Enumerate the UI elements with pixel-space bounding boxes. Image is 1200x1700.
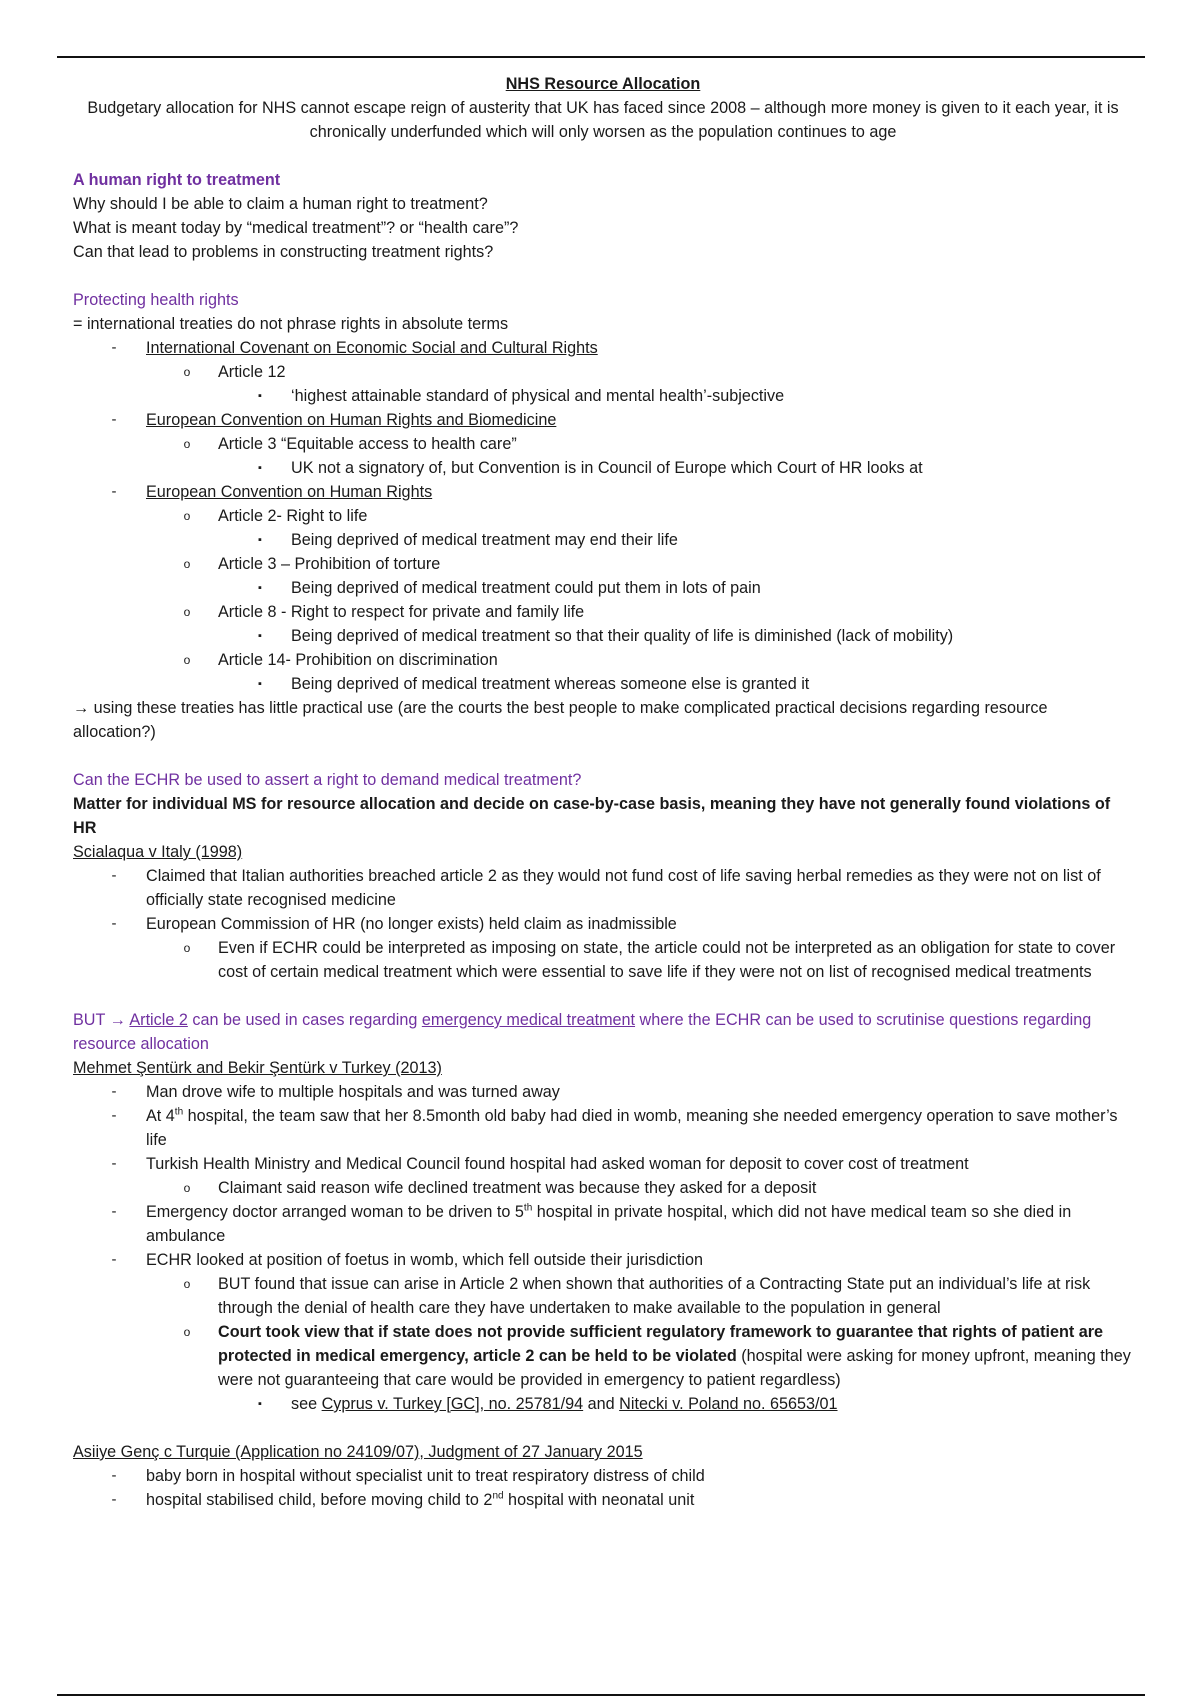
document-page bbox=[73, 72, 1133, 1512]
list-item: o Article 2- Right to life bbox=[183, 507, 368, 525]
list-item: o Article 3 – Prohibition of torture bbox=[183, 555, 441, 573]
list-item: o Even if ECHR could be interpreted as imposing on state, the article could not be interpreted as an obligation for state to cover cost of certain medical treatment which were essential to save life if they were not on list of recognised medical treatments bbox=[183, 939, 1116, 981]
list-item: - Claimed that Italian authorities breached article 2 as they would not fund cost of life saving herbal remedies as they were not on list of officially state recognised medicine bbox=[111, 867, 1101, 909]
list-item: ▪ see Cyprus v. Turkey [GC], no. 25781/94 and Nitecki v. Poland no. 65653/01 bbox=[258, 1395, 838, 1413]
case-title: Mehmet Şentürk and Bekir Şentürk v Turkey (2013) bbox=[73, 1059, 442, 1077]
list-item: o Article 12 bbox=[183, 363, 286, 381]
top-rule bbox=[57, 56, 1145, 58]
case-title: Asiiye Genç c Turquie (Application no 24109/07), Judgment of 27 January 2015 bbox=[73, 1443, 643, 1461]
list-item: - Emergency doctor arranged woman to be driven to 5th hospital in private hospital, which did not have medical team so she died in ambulance bbox=[111, 1202, 1072, 1245]
paragraph: = international treaties do not phrase rights in absolute terms bbox=[73, 315, 509, 333]
page-title bbox=[73, 72, 1133, 96]
list-item: o BUT found that issue can arise in Article 2 when shown that authorities of a Contracting State put an individual’s life at risk through the denial of health care they have undertaken to make available to the population in general bbox=[183, 1275, 1091, 1317]
list-item: - Man drove wife to multiple hospitals and was turned away bbox=[111, 1083, 560, 1101]
list-item: o Article 8 - Right to respect for private and family life bbox=[183, 603, 585, 621]
question-line: Why should I be able to claim a human right to treatment? bbox=[73, 195, 488, 213]
list-item: ▪ Being deprived of medical treatment whereas someone else is granted it bbox=[258, 675, 810, 693]
list-item: - European Convention on Human Rights bbox=[111, 483, 433, 501]
intro-paragraph: Budgetary allocation for NHS cannot escape reign of austerity that UK has faced since 2008 – although more money is given to it each year, it is chronically underfunded which will only worsen as the population continues to age bbox=[87, 99, 1119, 141]
list-item: ▪ UK not a signatory of, but Convention is in Council of Europe which Court of HR looks at bbox=[258, 459, 923, 477]
list-item: ▪ ‘highest attainable standard of physical and mental health’-subjective bbox=[258, 387, 785, 405]
list-item: - International Covenant on Economic Social and Cultural Rights bbox=[111, 339, 598, 357]
list-item: ▪ Being deprived of medical treatment so that their quality of life is diminished (lack of mobility) bbox=[258, 627, 954, 645]
list-item: ▪ Being deprived of medical treatment may end their life bbox=[258, 531, 678, 549]
page-title-text: NHS Resource Allocation bbox=[505, 75, 701, 93]
case-title: Scialaqua v Italy (1998) bbox=[73, 843, 243, 861]
list-item: o Claimant said reason wife declined treatment was because they asked for a deposit bbox=[183, 1179, 817, 1197]
list-item: o Article 14- Prohibition on discrimination bbox=[183, 651, 498, 669]
bottom-rule bbox=[57, 1694, 1145, 1696]
conclusion-paragraph: → using these treaties has little practical use (are the courts the best people to make complicated practical decisions regarding resource allocation?) bbox=[73, 699, 1048, 741]
list-item: - European Convention on Human Rights and Biomedicine bbox=[111, 411, 557, 429]
section-heading-echr-demand: Can the ECHR be used to assert a right to demand medical treatment? bbox=[73, 771, 582, 789]
list-item: - ECHR looked at position of foetus in womb, which fell outside their jurisdiction bbox=[111, 1251, 703, 1269]
section-heading-human-right: A human right to treatment bbox=[73, 171, 281, 189]
list-item: - European Commission of HR (no longer exists) held claim as inadmissible bbox=[111, 915, 677, 933]
list-item: - Turkish Health Ministry and Medical Council found hospital had asked woman for deposit to cover cost of treatment bbox=[111, 1155, 969, 1173]
list-item: o Article 3 “Equitable access to health care” bbox=[183, 435, 517, 453]
list-item: ▪ Being deprived of medical treatment could put them in lots of pain bbox=[258, 579, 761, 597]
question-line: Can that lead to problems in constructing treatment rights? bbox=[73, 243, 494, 261]
list-item: - hospital stabilised child, before moving child to 2nd hospital with neonatal unit bbox=[111, 1490, 695, 1509]
list-item: - At 4th hospital, the team saw that her 8.5month old baby had died in womb, meaning she needed emergency operation to save mother’s life bbox=[111, 1106, 1118, 1149]
bold-statement: Matter for individual MS for resource allocation and decide on case-by-case basis, meaning they have not generally found violations of HR bbox=[73, 795, 1111, 837]
section-heading-protecting: Protecting health rights bbox=[73, 291, 239, 309]
list-item: - baby born in hospital without specialist unit to treat respiratory distress of child bbox=[111, 1467, 705, 1485]
but-paragraph: BUT → Article 2 can be used in cases regarding emergency medical treatment where the ECHR can be used to scrutinise questions regarding resource allocation bbox=[73, 1011, 1092, 1053]
list-item: o Court took view that if state does not provide sufficient regulatory framework to guarantee that rights of patient are protected in medical emergency, article 2 can be held to be violated (hospital were asking for money upfront, meaning they were not guaranteeing that care would be provided in emergency to patient regardless) bbox=[183, 1323, 1131, 1389]
question-line: What is meant today by “medical treatment”? or “health care”? bbox=[73, 219, 519, 237]
